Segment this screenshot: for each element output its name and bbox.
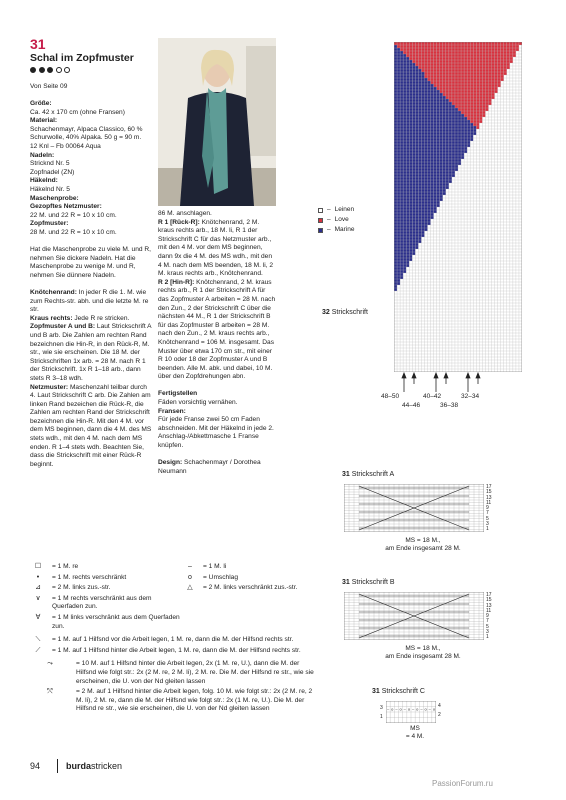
row-number: 7 [486,510,489,517]
legend-symbol-icon: ⟋ [35,646,41,654]
paragraph-text: In jeder R die 1. M. wie zum Rechts-str. abh. und die letzte M. re str. [30,288,149,314]
row-number: 7 [486,618,489,625]
color-legend [318,205,355,235]
paragraph [30,289,154,315]
chart-a-title: Strickschrift A [351,471,395,478]
paragraph-heading: Knötchenrand: [30,288,77,296]
paragraph [30,195,154,204]
paragraph-text: 22 M. und 22 R = 10 x 10 cm. [30,211,117,219]
chart-a-total: am Ende insgesamt 28 M. [385,545,461,552]
chart-b-number: 31 [342,579,350,586]
row-number: 5 [486,623,489,630]
size-label-48-50: 48–50 [381,393,400,400]
difficulty-dot-empty [56,67,62,73]
paragraph [30,126,154,143]
chart-c-grid [386,701,436,723]
stitch-symbol: – [420,706,423,712]
paragraph-text: Hat die Maschenprobe zu viele M. und R, nehmen Sie dickere Nadeln. Hat die Maschenprobe zu wenige M. und R, nehmen Sie dünnere Nadeln. [30,246,151,279]
stitch-symbol: – [403,706,406,712]
stitch-symbol: o [391,706,394,712]
row-number: 15 [486,489,492,496]
chart-c-rows-left [380,704,383,722]
difficulty-rating [30,67,70,73]
chart-c-ms: MS [410,725,420,732]
paragraph-text: Knötchenrand, 2 M. kraus rechts arb., R 1 der Strickschrift A für das Zopfmuster A arbeiten = 28 M. nach den Zun., 2 der Strickschrift C über die nächsten 44 M., R 1 der Strickschrift B für das Zopfmuster B arbeiten = 28 M. nach den Zun., 2 M. kraus rechts arb., Knötchenrand = 106 M. insgesamt. Das Muster über etwa 170 cm str., mit einer R 10 oder 18 der Zopfmuster A und B beenden. Alle M. abk. und dabei, 10 M. über den Zopfdrehungen abn. [158,278,276,381]
legend-item [30,595,180,612]
paragraph [30,143,154,152]
legend-text: = 10 M. auf 1 Hilfsnd hinter die Arbeit legen, 2x (1 M. re, U.), dann die M. der Hilfsnd wie folgt str.: 2x (2 M. re, 2 M. li), 2 M. re. Die M. der Hilfsnd re str., wie sie erscheinen, die U. von der Nd gleiten lassen [76,660,314,685]
chart-c-repeat-note [395,725,435,741]
legend-item [30,614,180,631]
color-legend-label: Marine [334,225,355,233]
row-number: 1 [486,526,489,533]
legend-symbol-icon: ∨ [35,594,41,602]
footer-divider [57,759,58,773]
legend-text: = 1 M. re [52,563,79,570]
paragraph-text: Fäden vorsichtig vernähen. [158,398,238,406]
row-number: 17 [486,484,492,490]
paragraph-text: Für jede Franse zwei 50 cm Faden abschneiden. Mit der Häkelnd in jede 2. Anschlag-/Abkettmasche 1 Franse knüpfen. [158,416,274,449]
chart-32-title: Strickschrift [331,309,368,316]
legend-text: = 1 M links verschränkt aus dem Querfaden zun. [52,613,180,630]
paragraph-heading: Maschenprobe: [30,194,79,202]
paragraph-heading: Gezopftes Netzmuster: [30,203,102,211]
chart-c-label [372,688,425,697]
legend-item [30,688,320,714]
brand-bold: burda [66,761,92,771]
stitch-symbol: o [432,706,436,712]
pattern-number: 31 [30,36,46,52]
chart-a-number: 31 [342,471,350,478]
paragraph-text: 12 Knl – Fb 00064 Aqua [30,143,101,151]
color-legend-item [318,205,355,215]
chart-b-total: am Ende insgesamt 28 M. [385,653,461,660]
chart-32-number: 32 [322,309,330,316]
paragraph [30,384,154,470]
paragraph-text: Jede R re stricken. [72,314,130,322]
legend-item [30,647,320,656]
legend-item [183,584,323,593]
pattern-title: Schal im Zopfmuster [30,52,134,64]
legend-item [183,563,323,572]
watermark: PassionForum.ru [432,779,493,788]
row-number: 13 [486,494,492,501]
legend-item [30,660,320,686]
paragraph [30,186,154,195]
legend-text: = Umschlag [203,573,238,581]
page-number: 94 [30,761,41,771]
size-label-32-34: 32–34 [461,393,480,400]
paragraph-heading: Nadeln: [30,151,55,159]
instructions-column-2 [158,210,276,476]
paragraph-text: Schachenmayr / Dorothea Neumann [158,459,261,475]
paragraph [30,177,154,186]
stitch-symbol: – [428,706,431,712]
paragraph [30,315,154,324]
row-number: 11 [486,607,492,614]
difficulty-dot-filled [30,67,36,73]
instructions-column-1 [30,83,154,469]
paragraph [30,169,154,178]
legend-text: = 1 M. li [203,563,227,570]
row-number: 15 [486,597,492,604]
legend-item [183,574,323,583]
row-number: 3 [486,521,489,528]
paragraph [158,219,276,279]
chart-b-repeat-note [373,645,473,661]
row-number: 5 [486,515,489,522]
legend-symbol-icon: ∀ [35,613,41,621]
legend-text: = 2 M. links verschränkt zus.-str. [203,584,298,592]
stitch-symbol: – [387,706,390,712]
color-legend-label: Love [334,215,349,223]
chart-c-total: = 4 M. [405,733,425,740]
legend-symbol-icon: – [188,563,192,570]
chart-b-grid [344,592,484,640]
color-swatch [318,228,323,233]
color-legend-item [318,215,355,225]
difficulty-dot-filled [47,67,53,73]
paragraph-heading: Material: [30,117,58,125]
paragraph [30,220,154,229]
color-swatch [318,218,323,223]
legend-symbol-icon: ⤲ [47,688,53,696]
legend-symbol-icon: △ [187,584,193,592]
stitch-symbol: o [399,706,402,712]
chart-c-number: 31 [372,688,380,695]
brand-rest: stricken [91,761,123,771]
paragraph [30,109,154,118]
size-label-40-42: 40–42 [423,393,442,400]
chart-c-rows-right [438,702,441,720]
paragraph-text: Häkelnd Nr. 5 [30,186,70,194]
row-number: 13 [486,602,492,609]
difficulty-dot-filled [39,67,45,73]
stitch-symbol: o [424,706,427,712]
paragraph-heading: Fertigstellen [158,390,198,398]
paragraph-heading: Zopfmuster: [30,220,69,228]
row-number: 9 [486,613,489,620]
paragraph-text: Laut Strickschrift A und B arb. Die Zahlen am rechten Rand bezeichnen die Hin-R, in den Rück-R, M. str., wie sie erscheinen. Die 18 M. der Strickschriften 1x arb. = 28 M. nach R 1 der Strickschrift. 1x R 1–18 arb., dann stets R 3–18 wdh. [30,323,152,382]
paragraph-text: 28 M. und 22 R = 10 x 10 cm. [30,229,117,236]
paragraph-text: Maschenzahl teilbar durch 4. Laut Strickschrift C arb. Die Zahlen am linken Rand bezeichen die Rück-R, die Zahlen am rechten Rand der Strickschrift bezeichnen die Hin-R. Mit den 4 M. vor dem MS beginnen, dann die 4 M. des MS stets wdh., mit den 4 M. nach dem MS enden. R 1–4 stets wdh. Beachten Sie, dass die Strickschrift mit einer Rück-R beginnt. [30,383,152,468]
chart-c-row: 4 [438,703,441,709]
paragraph [30,160,154,169]
paragraph [30,323,154,383]
legend-dash: – [327,215,331,223]
paragraph [30,229,154,238]
paragraph-heading: R 1 [Rück-R]: [158,218,200,226]
paragraph [158,279,276,382]
paragraph [158,210,276,219]
paragraph [30,117,154,126]
row-number: 1 [486,634,489,641]
chart-a-repeat-note [373,537,473,553]
chart-c-title: Strickschrift C [381,688,425,695]
model-photo [158,38,276,206]
legend-dash: – [327,225,331,233]
color-legend-label: Leinen [334,205,355,213]
paragraph [158,390,276,399]
paragraph-text: Zopfnadel (ZN) [30,168,75,176]
size-label-44-46: 44–46 [402,402,421,409]
chart-c-row: 2 [438,712,441,718]
color-swatch [318,208,323,213]
paragraph [30,246,154,280]
size-label-36-38: 36–38 [440,402,459,409]
row-number: 17 [486,592,492,598]
paragraph-heading: Netzmuster: [30,383,69,391]
legend-text: = 2 M. auf 1 Hilfsnd hinter die Arbeit legen, folg. 10 M. wie folgt str.: 2x (2 M. re, 2 M. li), 2 M. re, dann die M. der Hilfsnd wie folgt str.: 2x (1 M. re, U.). Die M. der Hilfsnd re str., wie sie erscheinen, die U. von der Nd gleiten lassen [76,688,313,713]
legend-item [30,584,180,593]
row-number: 11 [486,499,492,506]
paragraph [158,459,276,476]
legend-text: = 1 M. auf 1 Hilfsnd vor die Arbeit legen, 1 M. re, dann die M. der Hilfsnd rechts str. [52,636,294,644]
paragraph-heading: Fransen: [158,407,186,415]
legend-item [30,636,320,645]
chart-a-row-numbers [486,485,498,533]
page-reference: Von Seite 09 [30,83,68,90]
stitch-symbol: – [395,706,398,712]
paragraph-heading: R 2 [Hin-R]: [158,278,195,286]
paragraph-text: Ca. 42 x 170 cm (ohne Fransen) [30,108,125,116]
chart-c-row: 3 [380,705,383,711]
legend-symbol-icon: ⤳ [47,660,53,668]
stitch-symbol: – [412,706,415,712]
magazine-brand [66,762,122,771]
stitch-symbol: o [416,706,419,712]
chart-32-label [322,309,368,318]
paragraph [30,152,154,161]
legend-symbol-icon: o [188,573,192,581]
paragraph-text: 86 M. anschlagen. [158,210,212,217]
paragraph-text: Schachenmayr, Alpaca Classico, 60 % Schurwolle, 40% Alpaka. 50 g = 90 m. [30,125,143,142]
paragraph-heading: Design: [158,459,183,467]
paragraph-text: Stricknd Nr. 5 [30,160,70,168]
legend-item [30,574,180,583]
legend-text: = 1 M rechts verschränkt aus dem Querfaden zun. [52,594,152,611]
chart-a-grid [344,484,484,532]
paragraph [30,212,154,221]
paragraph-text: Knötchenrand, 2 M. kraus rechts arb., 18 M. li, R 1 der Strickschrift C für das Netzmuster arb., mit den 4 M. vor dem MS beginnen, dann 9x die 4 M. des MS wdh., mit den 4 M. nach dem MS beenden, 18 M. li, 2 M. kraus rechts arb., Knötchenrand. [158,218,274,278]
color-legend-item [318,225,355,235]
legend-symbol-icon: ☐ [34,563,42,570]
paragraph-heading: Häkelnd: [30,177,58,185]
symbol-legend-right [183,563,323,595]
difficulty-dot-empty [64,67,70,73]
size-arrows [394,372,522,398]
legend-symbol-icon: ⊿ [35,584,41,592]
chart-a-label [342,471,394,480]
legend-symbol-icon: • [36,573,40,581]
chart-b-label [342,579,395,588]
legend-item [30,563,180,572]
paragraph-heading: Größe: [30,100,52,108]
chart-b-row-numbers [486,593,498,641]
legend-dash: – [327,205,331,213]
paragraph [30,203,154,212]
paragraph [30,100,154,109]
stitch-symbol: o [407,706,411,712]
row-number: 3 [486,629,489,636]
legend-text: = 1 M. rechts verschränkt [52,573,127,581]
chart-c-row: 1 [380,714,383,720]
legend-symbol-icon: ⟍ [35,636,41,644]
paragraph [158,416,276,450]
row-number: 9 [486,505,489,512]
paragraph-heading: Zopfmuster A und B: [30,323,96,331]
paragraph [158,408,276,417]
chart-b-ms: MS = 18 M., [405,645,441,652]
legend-text: = 2 M. links zus.-str. [52,584,111,592]
paragraph [158,399,276,408]
chart-b-title: Strickschrift B [351,579,395,586]
paragraph-heading: Kraus rechts: [30,314,73,322]
chart-a-ms: MS = 18 M., [405,537,441,544]
chart-32-grid [394,42,522,372]
legend-text: = 1 M. auf 1 Hilfsnd hinter die Arbeit legen, 1 M. re, dann die M. der Hilfsnd rechts str. [52,646,301,654]
